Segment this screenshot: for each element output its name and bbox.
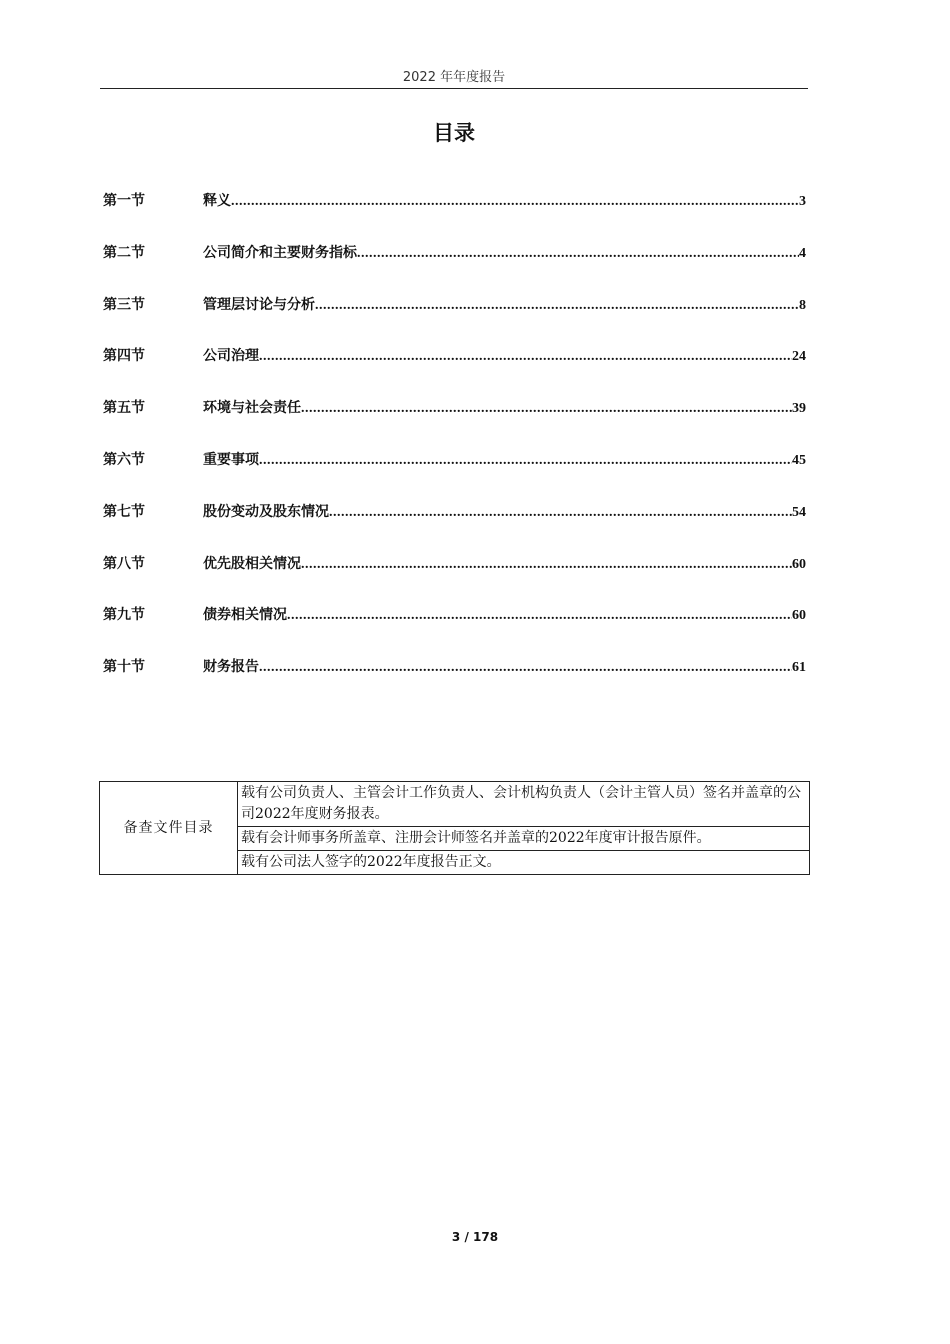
toc-entry[interactable] [103, 449, 806, 501]
toc-section-number: 第一节 [103, 193, 145, 209]
toc-leader [259, 660, 792, 676]
toc-entry[interactable] [103, 553, 806, 605]
toc-section-title: 管理层讨论与分析 [203, 296, 315, 313]
toc-entry[interactable] [103, 604, 806, 656]
toc-page-number: 8 [799, 297, 806, 313]
reference-item-cell: 载有公司法人签字的2022年度报告正文。 [238, 851, 810, 875]
page-number: 3 / 178 [451, 1230, 499, 1244]
toc-section-title: 债券相关情况 [203, 607, 287, 624]
reference-item-cell: 载有会计师事务所盖章、注册会计师签名并盖章的2022年度审计报告原件。 [238, 827, 810, 851]
toc-section-title: 环境与社会责任 [203, 400, 301, 417]
toc-page-number: 54 [792, 504, 806, 520]
reference-label-cell: 备查文件目录 [100, 782, 238, 875]
toc-page-number: 4 [799, 245, 806, 261]
toc-page-number: 60 [792, 608, 806, 624]
toc-leader [301, 557, 792, 573]
toc-section-title: 股份变动及股东情况 [203, 503, 329, 520]
toc-section-number: 第二节 [103, 244, 145, 261]
toc-entry[interactable] [103, 397, 806, 449]
toc-section-number: 第九节 [103, 607, 145, 624]
toc-page-number: 60 [792, 556, 806, 572]
toc-page-number: 45 [792, 452, 806, 468]
toc-entry[interactable] [103, 501, 806, 553]
toc-entry[interactable] [103, 294, 806, 346]
toc-page-number: 3 [799, 194, 806, 209]
page-title: 目录 [433, 121, 475, 145]
toc-section-number: 第六节 [103, 451, 145, 468]
toc-section-number: 第三节 [103, 296, 145, 313]
toc-section-number: 第四节 [103, 348, 145, 365]
toc-page-number: 39 [792, 401, 806, 417]
toc-leader [287, 608, 792, 624]
toc-entry[interactable] [103, 190, 806, 242]
table-row [100, 782, 810, 827]
toc-section-title: 释义 [203, 193, 231, 209]
toc-entry[interactable] [103, 345, 806, 397]
toc-section-title: 重要事项 [203, 451, 259, 468]
toc-entry[interactable] [103, 656, 806, 708]
toc-section-number: 第五节 [103, 400, 145, 417]
toc-section-title: 公司简介和主要财务指标 [203, 244, 357, 261]
toc-entry[interactable] [103, 242, 806, 294]
running-header: 2022 年年度报告 [402, 70, 506, 85]
toc-leader [259, 349, 792, 365]
toc-section-number: 第七节 [103, 503, 145, 520]
toc-leader [329, 505, 792, 521]
toc-leader [231, 194, 799, 210]
reference-documents-table [99, 781, 810, 875]
toc-section-title: 优先股相关情况 [203, 555, 301, 572]
table-of-contents [103, 190, 806, 708]
toc-page-number: 24 [792, 349, 806, 365]
toc-section-number: 第十节 [103, 659, 145, 676]
toc-leader [259, 453, 792, 469]
toc-section-title: 财务报告 [203, 659, 259, 676]
toc-leader [357, 246, 799, 262]
toc-section-title: 公司治理 [203, 348, 259, 365]
header-rule [100, 88, 808, 89]
reference-item-cell: 载有公司负责人、主管会计工作负责人、会计机构负责人（会计主管人员）签名并盖章的公司2022年度财务报表。 [238, 782, 810, 827]
toc-page-number: 61 [792, 660, 806, 676]
toc-section-number: 第八节 [103, 555, 145, 572]
toc-leader [301, 401, 792, 417]
toc-leader [315, 298, 799, 314]
